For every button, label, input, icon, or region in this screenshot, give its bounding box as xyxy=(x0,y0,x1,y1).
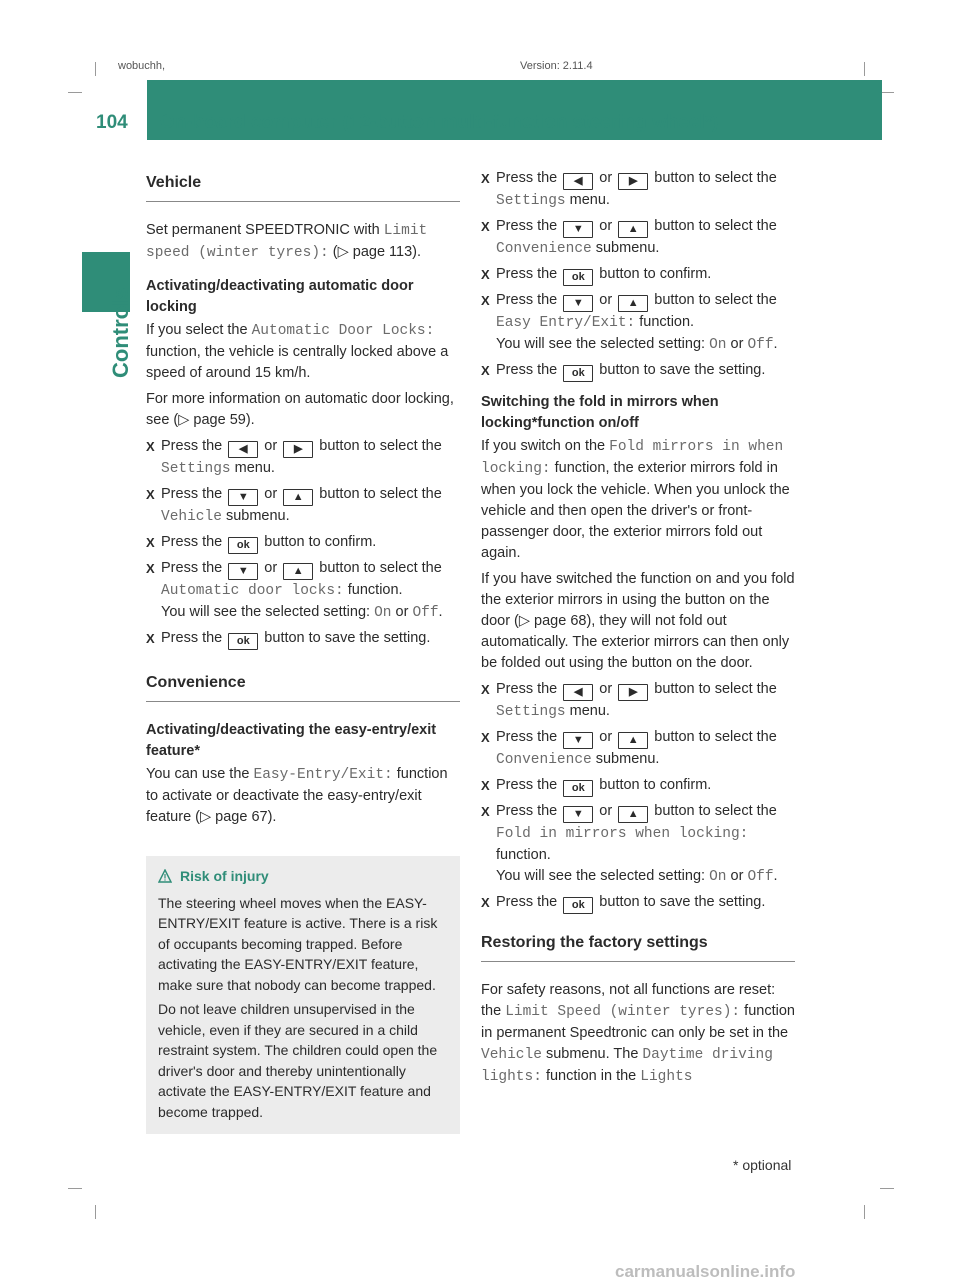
ok-button-icon: ok xyxy=(228,537,258,554)
display-text: Lights xyxy=(640,1069,693,1085)
text: button to save the setting. xyxy=(260,630,431,646)
bullet-icon: X xyxy=(481,363,490,378)
text: function. xyxy=(635,314,695,330)
crop-mark xyxy=(880,1188,894,1189)
text: You will see the selected setting: xyxy=(496,868,710,884)
speedtronic-paragraph xyxy=(146,220,460,264)
text: submenu. The xyxy=(541,1046,643,1062)
text: or xyxy=(595,218,617,234)
list-item xyxy=(481,168,795,212)
down-arrow-button-icon: ▼ xyxy=(228,489,258,506)
up-arrow-button-icon: ▲ xyxy=(618,295,648,312)
text: button to select the xyxy=(650,292,777,308)
text: Press the xyxy=(161,438,227,454)
display-text: Easy-Entry/Exit: xyxy=(253,767,393,783)
text: button to select the xyxy=(650,729,777,745)
text: You can use the xyxy=(146,766,254,782)
subheading-fold-mirrors: Switching the fold in mirrors when locking*function on/off xyxy=(481,394,719,431)
text: Set permanent SPEEDTRONIC with xyxy=(146,222,384,238)
bullet-icon: X xyxy=(481,171,490,186)
section-heading-factory: Restoring the factory settings xyxy=(481,932,795,962)
bullet-icon: X xyxy=(481,778,490,793)
bullet-icon: X xyxy=(481,267,490,282)
crop-mark xyxy=(68,92,82,93)
display-text: Automatic door locks: xyxy=(161,583,344,599)
subheading-easy-entry: Activating/deactivating the easy-entry/exit feature* xyxy=(146,722,437,759)
text: button to confirm. xyxy=(595,266,712,282)
text: or xyxy=(726,336,748,352)
text: Press the xyxy=(496,218,562,234)
sidebar-label: Controls xyxy=(108,287,133,378)
text: or xyxy=(726,868,748,884)
display-text: On xyxy=(709,869,727,885)
left-column xyxy=(146,168,460,1134)
warning-box xyxy=(146,856,460,1134)
fold-paragraph-2: If you have switched the function on and you fold the exterior mirrors in using the button on the door (▷ page 68), they will not fold out automatically. The exterior mirrors can then only be folded out using the button on the door. xyxy=(481,571,795,671)
text: or xyxy=(260,486,282,502)
warning-paragraph: The steering wheel moves when the EASY-ENTRY/EXIT feature is active. There is a risk of occupants becoming trapped. Before activating the EASY-ENTRY/EXIT feature, make sure that nobody can become trapped. xyxy=(158,894,438,993)
ok-button-icon: ok xyxy=(563,365,593,382)
left-arrow-button-icon: ◀ xyxy=(563,173,593,190)
list-item xyxy=(481,290,795,356)
up-arrow-button-icon: ▲ xyxy=(618,806,648,823)
ok-button-icon: ok xyxy=(563,897,593,914)
easy-entry-paragraph xyxy=(146,764,460,828)
list-item xyxy=(481,801,795,888)
text: If you select the xyxy=(146,322,252,338)
list-item xyxy=(481,727,795,771)
list-item xyxy=(481,216,795,260)
text: Press the xyxy=(496,266,562,282)
crop-mark xyxy=(864,1205,865,1219)
down-arrow-button-icon: ▼ xyxy=(563,295,593,312)
up-arrow-button-icon: ▲ xyxy=(618,732,648,749)
display-text: Fold in mirrors when locking: xyxy=(496,826,749,842)
text: Press the xyxy=(496,803,562,819)
display-text: Vehicle xyxy=(161,509,222,525)
text: submenu. xyxy=(221,508,290,524)
text: or xyxy=(260,438,282,454)
watermark: carmanualsonline.info xyxy=(615,1262,796,1281)
warning-paragraph: Do not leave children unsupervised in the vehicle, even if they are secured in a child restraint system. The children could open the driver's door and thereby unintentionally activate the EASY-ENTRY/EXIT feature and become trapped. xyxy=(158,1001,438,1120)
left-arrow-button-icon: ◀ xyxy=(228,441,258,458)
text: button to confirm. xyxy=(260,534,377,550)
page-number: 104 xyxy=(96,112,128,133)
display-text: Limit speed (winter tyres): xyxy=(146,223,428,261)
text: or xyxy=(595,292,617,308)
text: menu. xyxy=(565,192,610,208)
text: Press the xyxy=(496,292,562,308)
list-item xyxy=(146,532,460,554)
text: button to select the xyxy=(650,803,777,819)
text: Risk of injury xyxy=(180,868,269,884)
text: or xyxy=(595,170,617,186)
bullet-icon: X xyxy=(481,804,490,819)
display-text: Off xyxy=(747,337,774,353)
crop-mark xyxy=(68,1188,82,1189)
bullet-icon: X xyxy=(146,535,155,550)
up-arrow-button-icon: ▲ xyxy=(283,563,313,580)
list-item xyxy=(146,558,460,624)
bullet-icon: X xyxy=(481,730,490,745)
text: function. xyxy=(343,582,403,598)
text: submenu. xyxy=(591,751,660,767)
list-item xyxy=(146,436,460,480)
list-item xyxy=(481,264,795,286)
subheading-automatic-locking: Activating/deactivating automatic door locking xyxy=(146,278,414,315)
bullet-icon: X xyxy=(146,631,155,646)
ok-button-icon: ok xyxy=(563,269,593,286)
crop-mark xyxy=(95,62,96,76)
up-arrow-button-icon: ▲ xyxy=(618,221,648,238)
bullet-icon: X xyxy=(146,439,155,454)
display-text: Settings xyxy=(496,193,566,209)
text: or xyxy=(260,560,282,576)
text: Press the xyxy=(496,777,562,793)
down-arrow-button-icon: ▼ xyxy=(563,732,593,749)
display-text: Settings xyxy=(161,461,231,477)
crop-mark xyxy=(880,92,894,93)
text: Press the xyxy=(496,681,562,697)
text: menu. xyxy=(230,460,275,476)
factory-paragraph xyxy=(481,980,795,1088)
text: If you switch on the xyxy=(481,438,610,454)
text: function, the exterior mirrors fold in when you lock the vehicle. When you unlock the vehicle and then open the driver's or front-passenger door, the exterior mirrors fold out again. xyxy=(481,460,790,561)
bullet-icon: X xyxy=(146,487,155,502)
text: button to select the xyxy=(650,681,777,697)
text: function in the xyxy=(541,1068,641,1084)
display-text: Fold mirrors in when locking: xyxy=(481,439,784,477)
text: function, the vehicle is centrally locked above a speed of around 15 km/h. xyxy=(146,344,449,381)
text: button to select the xyxy=(315,438,442,454)
section-heading-vehicle: Vehicle xyxy=(146,172,460,202)
list-item xyxy=(481,892,795,914)
text: function to activate or deactivate the easy-entry/exit feature (▷ page 67). xyxy=(146,766,448,825)
down-arrow-button-icon: ▼ xyxy=(563,221,593,238)
display-text: On xyxy=(374,605,392,621)
crop-mark xyxy=(864,62,865,76)
list-item xyxy=(146,484,460,528)
bullet-icon: X xyxy=(481,895,490,910)
meta-left: wobuchh, xyxy=(118,60,166,72)
display-text: Off xyxy=(412,605,439,621)
text: function in permanent Speedtronic can only be set in the xyxy=(481,1003,795,1041)
text: Press the xyxy=(161,534,227,550)
list-item xyxy=(481,775,795,797)
right-column xyxy=(481,168,795,1093)
text: Press the xyxy=(161,560,227,576)
display-text: On xyxy=(709,337,727,353)
display-text: Off xyxy=(747,869,774,885)
display-text: Limit Speed (winter tyres): xyxy=(505,1004,741,1020)
display-text: Vehicle xyxy=(481,1047,542,1063)
text: Press the xyxy=(161,486,227,502)
right-arrow-button-icon: ▶ xyxy=(618,684,648,701)
up-arrow-button-icon: ▲ xyxy=(283,489,313,506)
text: button to select the xyxy=(650,218,777,234)
display-text: Easy Entry/Exit: xyxy=(496,315,636,331)
down-arrow-button-icon: ▼ xyxy=(228,563,258,580)
page-title: On-board computer (12-button multi-function steering wheel*) xyxy=(160,112,719,133)
right-arrow-button-icon: ▶ xyxy=(618,173,648,190)
display-text: Settings xyxy=(496,704,566,720)
text: . xyxy=(438,604,443,620)
display-text: Convenience xyxy=(496,752,592,768)
display-text: Automatic Door Locks: xyxy=(251,323,435,339)
warning-title xyxy=(158,866,448,887)
bullet-icon: X xyxy=(481,293,490,308)
list-item xyxy=(481,360,795,382)
text: button to select the xyxy=(315,560,442,576)
text: . xyxy=(773,336,778,352)
display-text: Convenience xyxy=(496,241,592,257)
text: Press the xyxy=(496,894,562,910)
section-heading-convenience: Convenience xyxy=(146,672,460,702)
autolock-paragraph xyxy=(146,320,460,384)
text: . xyxy=(773,868,778,884)
fold-paragraph xyxy=(481,436,795,564)
warning-triangle-icon xyxy=(158,869,172,883)
text: You will see the selected setting: xyxy=(496,336,710,352)
right-arrow-button-icon: ▶ xyxy=(283,441,313,458)
text: Press the xyxy=(496,362,562,378)
text: submenu. xyxy=(591,240,660,256)
list-item xyxy=(481,679,795,723)
text: Press the xyxy=(496,170,562,186)
text: or xyxy=(595,681,617,697)
bullet-icon: X xyxy=(146,561,155,576)
bullet-icon: X xyxy=(481,219,490,234)
down-arrow-button-icon: ▼ xyxy=(563,806,593,823)
text: or xyxy=(595,729,617,745)
bullet-icon: X xyxy=(481,682,490,697)
left-arrow-button-icon: ◀ xyxy=(563,684,593,701)
text: Press the xyxy=(496,729,562,745)
crop-mark xyxy=(95,1205,96,1219)
text: button to confirm. xyxy=(595,777,712,793)
autolock-reference: For more information on automatic door locking, see (▷ page 59). xyxy=(146,391,454,428)
ok-button-icon: ok xyxy=(563,780,593,797)
text: For safety reasons, not all functions are reset: the xyxy=(481,982,776,1019)
text: button to select the xyxy=(650,170,777,186)
text: function. xyxy=(496,847,551,863)
text: or xyxy=(595,803,617,819)
text: or xyxy=(391,604,413,620)
page-reference: (▷ page 113). xyxy=(328,244,422,260)
footnote: * optional xyxy=(733,1157,792,1173)
text: Press the xyxy=(161,630,227,646)
meta-right: Version: 2.11.4 xyxy=(520,60,593,72)
text: You will see the selected setting: xyxy=(161,604,375,620)
ok-button-icon: ok xyxy=(228,633,258,650)
text: button to save the setting. xyxy=(595,894,766,910)
text: button to select the xyxy=(315,486,442,502)
text: menu. xyxy=(565,703,610,719)
text: button to save the setting. xyxy=(595,362,766,378)
list-item xyxy=(146,628,460,650)
display-text: Daytime driving lights: xyxy=(481,1047,773,1085)
